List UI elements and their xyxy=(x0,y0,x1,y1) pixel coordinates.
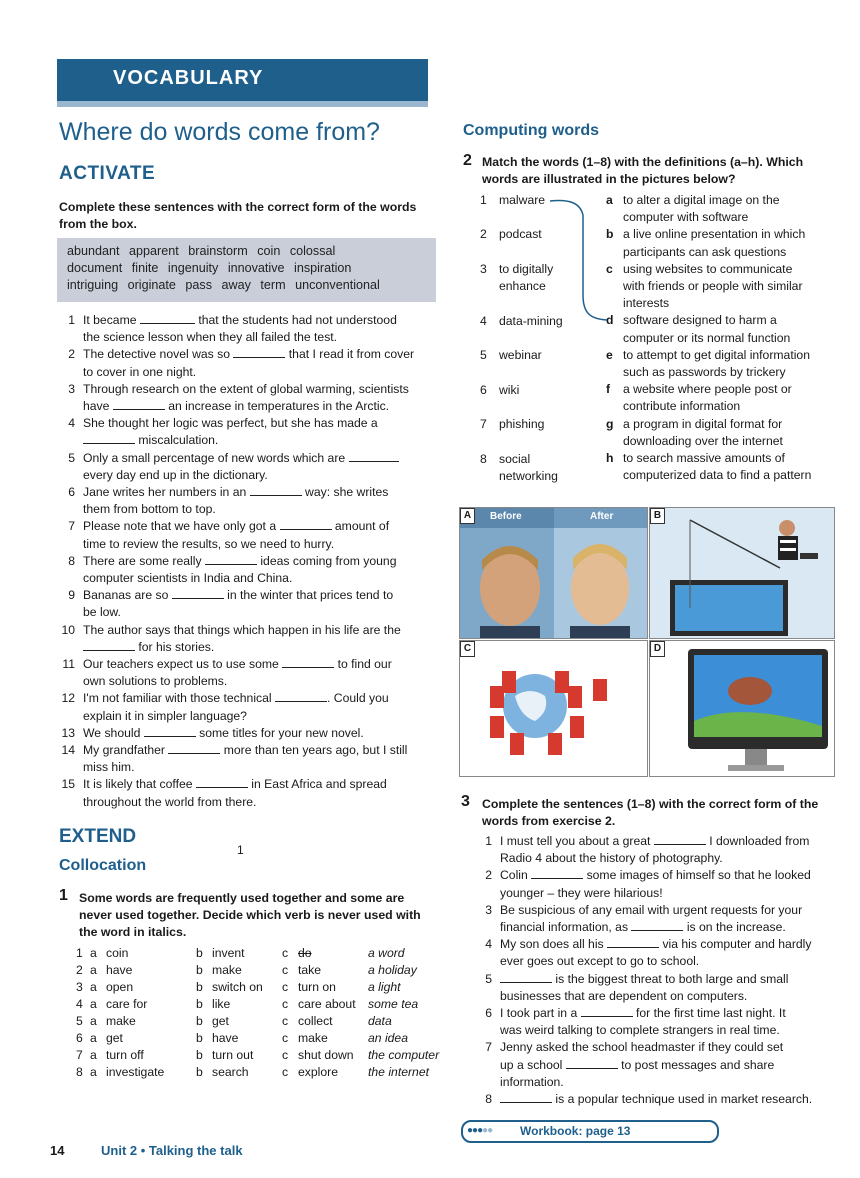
photo-label: C xyxy=(460,641,475,657)
collocation-option-b: switch on xyxy=(212,980,263,994)
workbook-link[interactable] xyxy=(461,1120,719,1143)
collocation-letter: c xyxy=(282,1065,289,1079)
word-text: enhance xyxy=(499,279,546,293)
match-definition-item xyxy=(603,192,843,226)
sentence-item: 7 Jenny asked the school headmaster if they could set up a school to post messages and share information. xyxy=(485,1040,784,1089)
exercise-number: 3 xyxy=(461,793,470,810)
collocation-heading: Collocation xyxy=(59,857,147,874)
sentence-item: 2 Colin some images of himself so that he looked younger – they were hilarious! xyxy=(485,868,811,900)
sentence-item: 4 She thought her logic was perfect, but she has made a miscalculation. xyxy=(68,416,378,448)
word-box-line: intriguing originate pass away term unconventional xyxy=(67,278,380,292)
item-letter: c xyxy=(606,261,613,276)
word-text: webinar xyxy=(499,348,542,362)
match-word-item xyxy=(480,192,546,209)
collocation-letter: b xyxy=(196,980,203,994)
collocation-option-c: care about xyxy=(298,997,356,1011)
instruction-line: from the box. xyxy=(59,217,137,231)
collocation-letter: a xyxy=(90,946,97,960)
collocation-letter: b xyxy=(196,997,203,1011)
match-connector-line xyxy=(545,195,615,330)
definition-line: to alter a digital image on the xyxy=(623,193,780,207)
collocation-target-word: the computer xyxy=(368,1048,440,1062)
collocation-letter: c xyxy=(282,1048,289,1062)
ex3-sentences xyxy=(475,833,840,1108)
match-definition-item xyxy=(603,261,843,313)
collocation-option-a: get xyxy=(106,1031,123,1045)
collocation-option-b: search xyxy=(212,1065,249,1079)
word-box xyxy=(57,238,436,302)
collocation-table xyxy=(76,946,448,1082)
definition-line: software designed to harm a xyxy=(623,313,777,328)
collocation-option-c: shut down xyxy=(298,1048,354,1062)
definition-line: a program in digital format for xyxy=(623,416,783,431)
item-letter: e xyxy=(606,347,613,362)
collocation-option-b: turn out xyxy=(212,1048,254,1062)
collocation-option-c: do xyxy=(298,946,312,960)
collocation-row xyxy=(76,997,448,1014)
sentence-item: 5 is the biggest threat to both large and small businesses that are dependent on computers. xyxy=(485,971,789,1003)
collocation-target-word: an idea xyxy=(368,1031,408,1045)
match-instruction xyxy=(482,154,803,188)
definition-line: participants can ask questions xyxy=(623,244,787,259)
collocation-letter: b xyxy=(196,1014,203,1028)
match-definition-item xyxy=(603,347,843,381)
sentence-item: 15 It is likely that coffee in East Africa and spread throughout the world from there. xyxy=(61,777,387,809)
sentence-item: 10 The author says that things which happen in his life are the for his stories. xyxy=(61,622,401,654)
collocation-option-c: make xyxy=(298,1031,328,1045)
collocation-option-a: open xyxy=(106,980,134,994)
definition-line: downloading over the internet xyxy=(623,433,783,448)
instruction-line: the word in italics. xyxy=(79,925,187,939)
collocation-letter: b xyxy=(196,946,203,960)
match-word-item xyxy=(480,451,558,483)
item-number: 5 xyxy=(480,348,487,362)
collocation-letter: a xyxy=(90,1031,97,1045)
photo-label: D xyxy=(650,641,665,657)
collocation-letter: c xyxy=(282,1014,289,1028)
collocation-letter: b xyxy=(196,1065,203,1079)
sentence-item: 1 I must tell you about a great I downloaded from Radio 4 about the history of photography. xyxy=(485,834,810,866)
collocation-num: 5 xyxy=(76,1014,83,1028)
collocation-option-b: make xyxy=(212,963,242,977)
sentence-item: 14 My grandfather more than ten years ago, but I still miss him. xyxy=(61,743,408,775)
item-letter: h xyxy=(606,451,614,466)
collocation-row xyxy=(76,1014,448,1031)
instruction-line: Some words are frequently used together and some are xyxy=(79,891,405,905)
sentence-item: 11 Our teachers expect us to use some to find our own solutions to problems. xyxy=(62,657,392,689)
item-number: 1 xyxy=(480,193,487,207)
word-text: networking xyxy=(499,469,558,483)
definition-line: computer or its normal function xyxy=(623,330,791,345)
collocation-num: 7 xyxy=(76,1048,83,1062)
sentence-item: 2 The detective novel was so that I read it from cover to cover in one night. xyxy=(68,347,415,379)
ex3-instruction xyxy=(482,796,818,830)
collocation-option-a: coin xyxy=(106,946,129,960)
unit-label: Unit 2 • Talking the talk xyxy=(101,1143,243,1158)
definition-line: computerized data to find a pattern xyxy=(623,468,812,483)
collocation-letter: a xyxy=(90,997,97,1011)
instruction-line: never used together. Decide which verb is never used with xyxy=(79,908,421,922)
definition-line: interests xyxy=(623,296,670,311)
match-definition-item xyxy=(603,416,843,450)
item-letter: d xyxy=(606,313,614,328)
banner-label: VOCABULARY xyxy=(113,67,264,89)
photo-label: B xyxy=(650,508,665,524)
collocation-target-word: a light xyxy=(368,980,401,994)
word-text: data-mining xyxy=(499,314,563,328)
collocation-option-a: investigate xyxy=(106,1065,165,1079)
collocation-num: 1 xyxy=(76,946,83,960)
word-text: phishing xyxy=(499,417,545,431)
definition-line: to attempt to get digital information xyxy=(623,347,810,362)
malware-monitor-image xyxy=(650,641,834,776)
sentence-item: 8 There are some really ideas coming from young computer scientists in India and China. xyxy=(68,553,397,586)
definition-line: to search massive amounts of xyxy=(623,451,785,466)
activate-instruction xyxy=(59,199,416,233)
match-word-item xyxy=(480,313,563,330)
collocation-target-word: a holiday xyxy=(368,963,417,977)
collocation-option-a: make xyxy=(106,1014,136,1028)
collocation-instruction xyxy=(79,890,421,941)
sentence-item: 7 Please note that we have only got a amount of time to review the results, so we need to hurry. xyxy=(68,519,390,551)
match-word-item xyxy=(480,226,542,243)
word-text: malware xyxy=(499,193,546,207)
match-definition-item xyxy=(603,450,843,484)
collocation-row xyxy=(76,1031,448,1048)
photo-b xyxy=(649,507,835,639)
match-definition-list xyxy=(603,192,843,484)
definition-line: a website where people post or xyxy=(623,382,792,397)
section-banner xyxy=(57,59,428,107)
workbook-label: Workbook: page 13 xyxy=(520,1124,631,1138)
collocation-letter: b xyxy=(196,963,203,977)
collocation-num: 8 xyxy=(76,1065,83,1079)
item-number: 8 xyxy=(480,452,487,466)
match-definition-item xyxy=(603,381,843,415)
collocation-letter: c xyxy=(282,997,289,1011)
item-letter: f xyxy=(606,382,611,397)
word-text: wiki xyxy=(499,383,520,397)
collocation-num: 6 xyxy=(76,1031,83,1045)
webinar-chairs-image xyxy=(460,641,647,776)
collocation-letter: c xyxy=(282,946,289,960)
collocation-target-word: some tea xyxy=(368,997,419,1011)
collocation-letter: a xyxy=(90,1014,97,1028)
item-number: 3 xyxy=(480,262,487,276)
exercise-number: 1 xyxy=(59,887,68,904)
collocation-option-b: get xyxy=(212,1014,229,1028)
item-number: 7 xyxy=(480,417,487,431)
instruction-line: Complete the sentences (1–8) with the correct form of the xyxy=(482,797,819,811)
collocation-option-c: collect xyxy=(298,1014,333,1028)
collocation-option-c: turn on xyxy=(298,980,336,994)
sentence-item: 12 I'm not familiar with those technical . Could you explain it in simpler language? xyxy=(61,691,389,723)
collocation-option-b: have xyxy=(212,1031,239,1045)
match-definition-item xyxy=(603,226,843,260)
sentence-item: 3 Through research on the extent of global warming, scientists have an increase in temperatures in the Arctic. xyxy=(68,381,409,414)
collocation-target-word: data xyxy=(368,1014,392,1028)
instruction-line: words from exercise 2. xyxy=(482,814,616,828)
definition-line: a live online presentation in which xyxy=(623,227,806,242)
before-after-faces-image xyxy=(460,508,647,638)
item-number: 4 xyxy=(480,314,487,328)
progress-dots-icon: ●●●●● xyxy=(467,1125,493,1136)
definition-line: such as passwords by trickery xyxy=(623,365,786,380)
word-box-line: document finite ingenuity innovative inspiration xyxy=(67,261,352,275)
collocation-letter: b xyxy=(196,1031,203,1045)
after-label: After xyxy=(590,511,614,522)
collocation-letter: c xyxy=(282,980,289,994)
collocation-row xyxy=(76,1065,448,1082)
instruction-line: words are illustrated in the pictures below? xyxy=(482,172,736,186)
collocation-target-word: a word xyxy=(368,946,405,960)
item-letter: g xyxy=(606,416,614,431)
instruction-line: Match the words (1–8) with the definitions (a–h). Which xyxy=(482,155,804,169)
item-letter: b xyxy=(606,227,614,242)
collocation-row xyxy=(76,980,448,997)
sentence-item: 13 We should some titles for your new novel. xyxy=(61,725,364,740)
word-box-line: abundant apparent brainstorm coin colossal xyxy=(67,244,336,258)
item-number: 6 xyxy=(480,383,487,397)
photo-d xyxy=(649,640,835,777)
page-title: Where do words come from? xyxy=(59,118,380,146)
collocation-letter: a xyxy=(90,963,97,977)
definition-line: contribute information xyxy=(623,399,741,414)
sentence-item: 9 Bananas are so in the winter that prices tend to be low. xyxy=(68,588,394,620)
collocation-row xyxy=(76,946,448,963)
word-text: podcast xyxy=(499,227,542,241)
collocation-row xyxy=(76,1048,448,1065)
photo-label: A xyxy=(460,508,475,524)
sentence-item: 6 Jane writes her numbers in an way: she writes them from bottom to top. xyxy=(68,485,389,517)
computing-heading: Computing words xyxy=(463,122,599,139)
match-word-item xyxy=(480,416,545,433)
collocation-option-b: invent xyxy=(212,946,245,960)
collocation-option-c: take xyxy=(298,963,322,977)
item-letter: a xyxy=(606,193,613,207)
collocation-target-word: the internet xyxy=(368,1065,429,1079)
collocation-letter: c xyxy=(282,1031,289,1045)
sentence-item: 6 I took part in a for the first time last night. It was weird talking to complete strangers in real time. xyxy=(485,1006,786,1038)
word-text: to digitally xyxy=(499,262,554,276)
collocation-letter: a xyxy=(90,980,97,994)
match-definition-item xyxy=(603,312,843,346)
sentence-item: 5 Only a small percentage of new words which are every day end up in the dictionary. xyxy=(58,450,442,484)
exercise-number: 2 xyxy=(463,152,472,169)
collocation-num: 4 xyxy=(76,997,83,1011)
collocation-row xyxy=(76,963,448,980)
photo-c xyxy=(459,640,648,777)
activate-sentences xyxy=(58,312,442,811)
collocation-letter: c xyxy=(282,963,289,977)
collocation-option-a: care for xyxy=(106,997,148,1011)
collocation-num: 3 xyxy=(76,980,83,994)
collocation-option-a: have xyxy=(106,963,133,977)
collocation-num: 2 xyxy=(76,963,83,977)
definition-line: with friends or people with similar xyxy=(623,279,803,294)
collocation-option-b: like xyxy=(212,997,231,1011)
collocation-option-a: turn off xyxy=(106,1048,144,1062)
phishing-image xyxy=(650,508,834,638)
item-number: 2 xyxy=(480,227,487,241)
sentence-item: 4 My son does all his via his computer and hardly ever goes out except to go to school. xyxy=(485,937,812,969)
collocation-letter: b xyxy=(196,1048,203,1062)
definition-line: computer with software xyxy=(623,210,749,225)
instruction-line: Complete these sentences with the correct form of the words xyxy=(59,200,417,214)
match-word-item xyxy=(480,261,554,293)
collocation-option-c: explore xyxy=(298,1065,338,1079)
match-word-item xyxy=(480,382,520,399)
definition-line: using websites to communicate xyxy=(623,261,793,276)
sentence-item: 8 is a popular technique used in market research. xyxy=(485,1092,813,1107)
activate-heading: ACTIVATE xyxy=(59,163,156,184)
word-text: social xyxy=(499,452,531,466)
page-number: 14 xyxy=(50,1143,65,1158)
before-label: Before xyxy=(490,511,522,522)
match-word-item xyxy=(480,347,542,364)
collocation-letter: a xyxy=(90,1048,97,1062)
extend-heading: EXTEND xyxy=(59,826,137,847)
collocation-letter: a xyxy=(90,1065,97,1079)
stray-number: 1 xyxy=(237,843,244,857)
photo-a xyxy=(459,507,648,639)
sentence-item: 1 It became that the students had not understood the science lesson when they all failed the test. xyxy=(68,313,397,345)
sentence-item: 3 Be suspicious of any email with urgent requests for your financial information, as is on the increase. xyxy=(485,902,803,935)
